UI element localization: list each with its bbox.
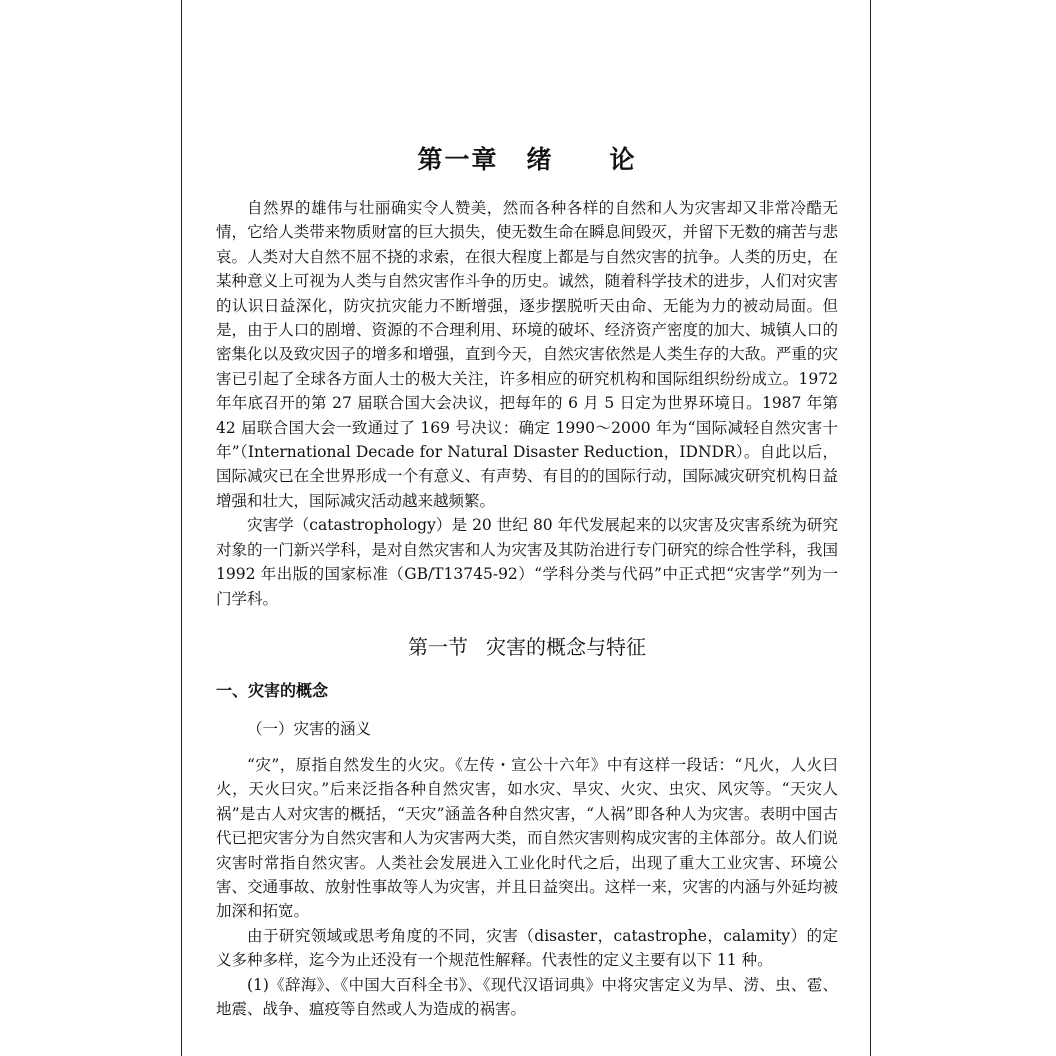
body-paragraph-1: “灾”，原指自然发生的火灾。《左传・宣公十六年》中有这样一段话：“凡火，人火曰火，天火曰灾。”后来泛指各种自然灾害，如水灾、旱灾、火灾、虫灾、风灾等。“天灾人祸”是古人对灾害的概括，“天灾”涵盖各种自然灾害，“人祸”即各种人为灾害。表明中国古代已把灾害分为自然灾害和人为灾害两大类，而自然灾害则构成灾害的主体部分。故人们说灾害时常指自然灾害。人类社会发展进入工业化时代之后，出现了重大工业灾害、环境公害、交通事故、放射性事故等人为灾害，并且日益突出。这样一来，灾害的内涵与外延均被加深和拓宽。 xyxy=(216,755,838,921)
body-paragraph-3: (1)《辞海》、《中国大百科全书》、《现代汉语词典》中将灾害定义为旱、涝、虫、雹、地震、战争、瘟疫等自然或人为造成的祸害。 xyxy=(216,975,838,1018)
book-page xyxy=(181,0,871,1056)
page-content xyxy=(216,140,838,1021)
body-paragraph-2: 由于研究领域或思考角度的不同，灾害（disaster，catastrophe，calamity）的定义多种多样，迄今为止还没有一个规范性解释。代表性的定义主要有以下 11 种。 xyxy=(216,926,838,970)
chapter-title-char1: 绪 xyxy=(526,145,554,174)
section-name: 灾害的概念与特征 xyxy=(486,634,646,659)
chapter-title xyxy=(216,140,838,176)
chapter-number: 第一章 xyxy=(417,145,499,174)
section-number: 第一节 xyxy=(408,634,468,659)
section-title xyxy=(216,631,838,660)
intro-paragraph-2: 灾害学（catastrophology）是 20 世纪 80 年代发展起来的以灾害及灾害系统为研究对象的一门新兴学科，是对自然灾害和人为灾害及其防治进行专门研究的综合性学科，我国 1992 年出版的国家标准（GB/T13745-92）“学科分类与代码”中正式把“灾害学”列为一门学科。 xyxy=(216,516,838,608)
heading-level-2: （一）灾害的涵义 xyxy=(247,719,372,738)
chapter-title-char2: 论 xyxy=(609,145,637,174)
heading-level-1: 一、灾害的概念 xyxy=(216,680,329,700)
intro-paragraph-1: 自然界的雄伟与壮丽确实令人赞美，然而各种各样的自然和人为灾害却又非常冷酷无情，它给人类带来物质财富的巨大损失，使无数生命在瞬息间毁灭，并留下无数的痛苦与悲哀。人类对大自然不屈不挠的求索，在很大程度上都是与自然灾害的抗争。人类的历史，在某种意义上可视为人类与自然灾害作斗争的历史。诚然，随着科学技术的进步，人们对灾害的认识日益深化，防灾抗灾能力不断增强，逐步摆脱听天由命、无能为力的被动局面。但是，由于人口的剧增、资源的不合理利用、环境的破坏、经济资产密度的加大、城镇人口的密集化以及致灾因子的增多和增强，直到今天，自然灾害依然是人类生存的大敌。严重的灾害已引起了全球各方面人士的极大关注，许多相应的研究机构和国际组织纷纷成立。1972年年底召开的第 27 届联合国大会决议，把每年的 6 月 5 日定为世界环境日。1987 年第 42 届联合国大会一致通过了 169 号决议：确定 1990～2000 年为“国际减轻自然灾害十年”（International Decade for Natural Disaster Reduction，IDNDR）。自此以后，国际减灾已在全世界形成一个有意义、有声势、有目的的国际行动，国际减灾研究机构日益增强和壮大，国际减灾活动越来越频繁。 xyxy=(216,199,838,510)
